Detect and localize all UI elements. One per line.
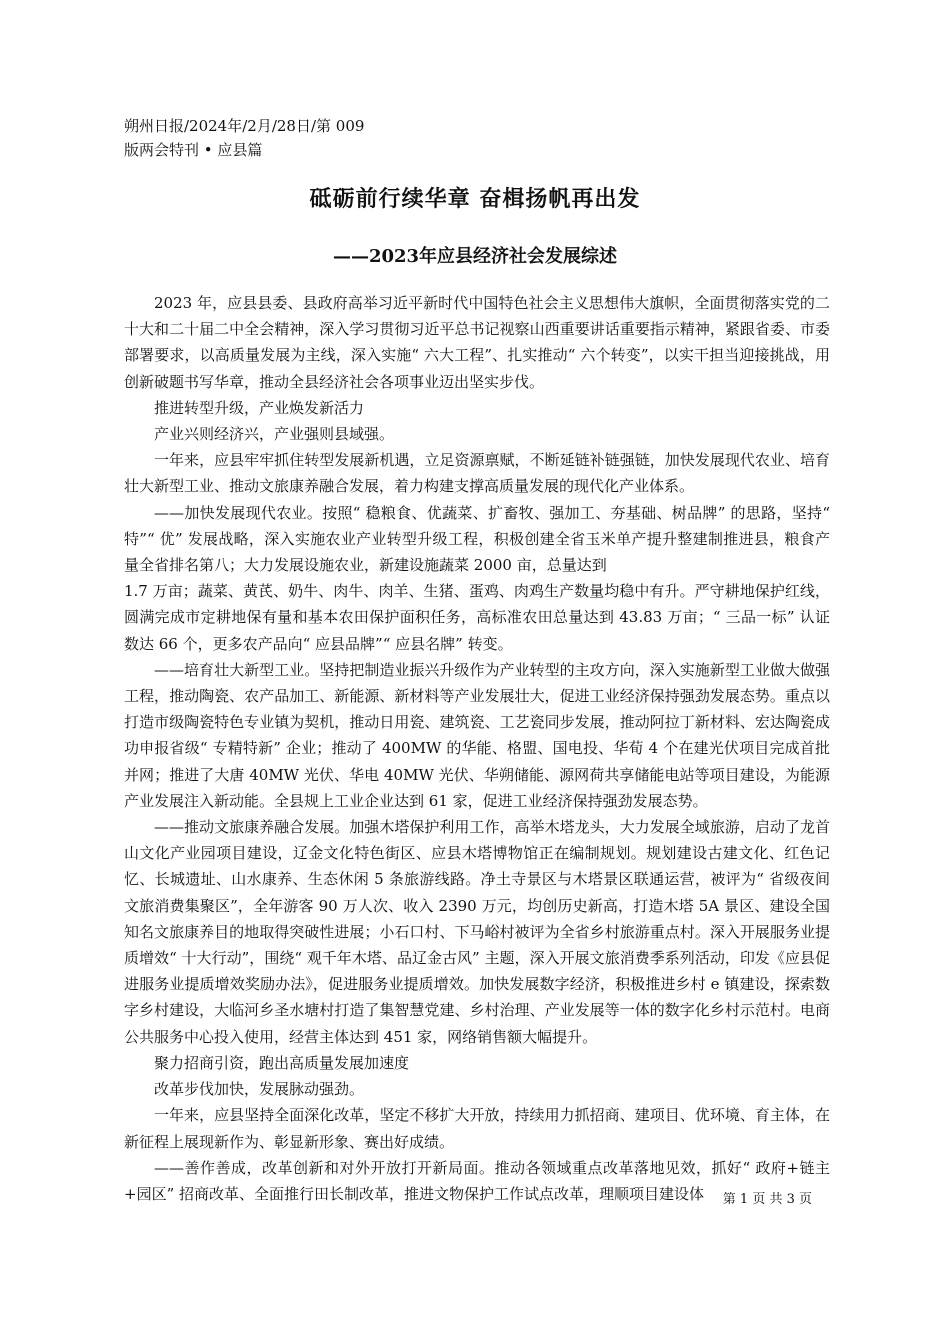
section-heading: 聚力招商引资，跑出高质量发展加速度: [154, 1053, 410, 1072]
article-title: 砥砺前行续华章 奋楫扬帆再出发: [309, 186, 641, 212]
paragraph: ——加快发展现代农业。按照“ 稳粮食、优蔬菜、扩畜牧、强加工、夯基础、树品牌” 的思路，坚持“ 特”“ 优” 发展战略，深入实施农业产业转型升级工程，积极创建全省玉米单产提升整建制推进县，粮食产量全省排名第八；大力发展设施农业，新建设施蔬菜 2000 亩，总量达到: [124, 503, 830, 575]
paragraph: ——培育壮大新型工业。坚持把制造业振兴升级作为产业转型的主攻方向，深入实施新型工业做大做强工程，推动陶瓷、农产品加工、新能源、新材料等产业发展壮大，促进工业经济保持强劲发展态势。重点以打造市级陶瓷特色专业镇为契机，推动日用瓷、建筑瓷、工艺瓷同步发展，推动阿拉丁新材料、宏达陶瓷成功申报省级“ 专精特新” 企业；推动了 400MW 的华能、格盟、国电投、华荀 4 个在建光伏项目完成首批并网；推进了大唐 40MW 光伏、华电 40MW 光伏、华朔储能、源网荷共享储能电站等项目建设，为能源产业发展注入新动能。全县规上工业企业达到 61 家，促进工业经济保持强劲发展态势。: [124, 660, 830, 810]
paragraph: ——善作善成，改革创新和对外开放打开新局面。推动各领域重点改革落地见效，抓好“ 政府+链主+园区” 招商改革、全面推行田长制改革，推进文物保护工作试点改革，理顺项目建设体: [124, 1158, 830, 1203]
edition-line: 版两会特刊 • 应县篇: [124, 141, 263, 159]
page-number: 第 1 页 共 3 页: [722, 1192, 812, 1207]
paragraph: 一年来，应县牢牢抓住转型发展新机遇，立足资源禀赋，不断延链补链强链，加快发展现代农业、培育壮大新型工业、推动文旅康养融合发展，着力构建支撑高质量发展的现代化产业体系。: [124, 451, 830, 496]
paragraph: 一年来，应县坚持全面深化改革，坚定不移扩大开放，持续用力抓招商、建项目、优环境、育主体，在新征程上展现新作为、彰显新形象、赛出好成绩。: [124, 1106, 830, 1151]
publication-meta: [124, 114, 364, 162]
paragraph: 1.7 万亩；蔬菜、黄芪、奶牛、肉牛、肉羊、生猪、蛋鸡、肉鸡生产数量均稳中有升。严守耕地保护红线，圆满完成市定耕地保有量和基本农田保护面积任务，高标准农田总量达到 43.83 万亩；“ 三品一标” 认证数达 66 个，更多农产品向“ 应县品牌”“ 应县名牌” 转变。: [124, 582, 830, 653]
article-body: [124, 290, 830, 1207]
paragraph: 改革步伐加快，发展脉动强劲。: [154, 1080, 365, 1099]
paragraph: ——推动文旅康养融合发展。加强木塔保护利用工作，高举木塔龙头，大力发展全域旅游，启动了龙首山文化产业园项目建设，辽金文化特色街区、应县木塔博物馆正在编制规划。规划建设古建文化、红色记忆、长城遗址、山水康养、生态休闲 5 条旅游线路。净土寺景区与木塔景区联通运营，被评为“ 省级夜间文旅消费集聚区”，全年游客 90 万人次、收入 2390 万元，均创历史新高，打造木塔 5A 景区、建设全国知名文旅康养目的地取得突破性进展；小石口村、下马峪村被评为全省乡村旅游重点村。深入开展服务业提质增效“ 十大行动”，围绕“ 观千年木塔、品辽金古风” 主题，深入开展文旅消费季系列活动，印发《应县促进服务业提质增效奖励办法》，促进服务业提质增效。加快发展数字经济，积极推进乡村 e 镇建设，探索数字乡村建设，大临河乡圣水塘村打造了集智慧党建、乡村治理、产业发展等一体的数字化乡村示范村。电商公共服务中心投入使用，经营主体达到 451 家，网络销售额大幅提升。: [124, 818, 830, 1046]
section-heading: 推进转型升级，产业焕发新活力: [154, 398, 365, 417]
publication-line: 朔州日报/2024年/2月/28日/第 009: [124, 117, 365, 135]
article-subtitle: ——2023年应县经济社会发展综述: [332, 246, 618, 267]
paragraph: 2023 年，应县县委、县政府高举习近平新时代中国特色社会主义思想伟大旗帜，全面贯彻落实党的二十大和二十届二中全会精神，深入学习贯彻习近平总书记视察山西重要讲话重要指示精神，紧跟省委、市委部署要求，以高质量发展为主线，深入实施“ 六大工程”、扎实推动“ 六个转变”，以实干担当迎接挑战，用创新破题书写华章，推动全县经济社会各项事业迈出坚实步伐。: [124, 294, 830, 391]
paragraph: 产业兴则经济兴，产业强则县域强。: [154, 425, 395, 444]
